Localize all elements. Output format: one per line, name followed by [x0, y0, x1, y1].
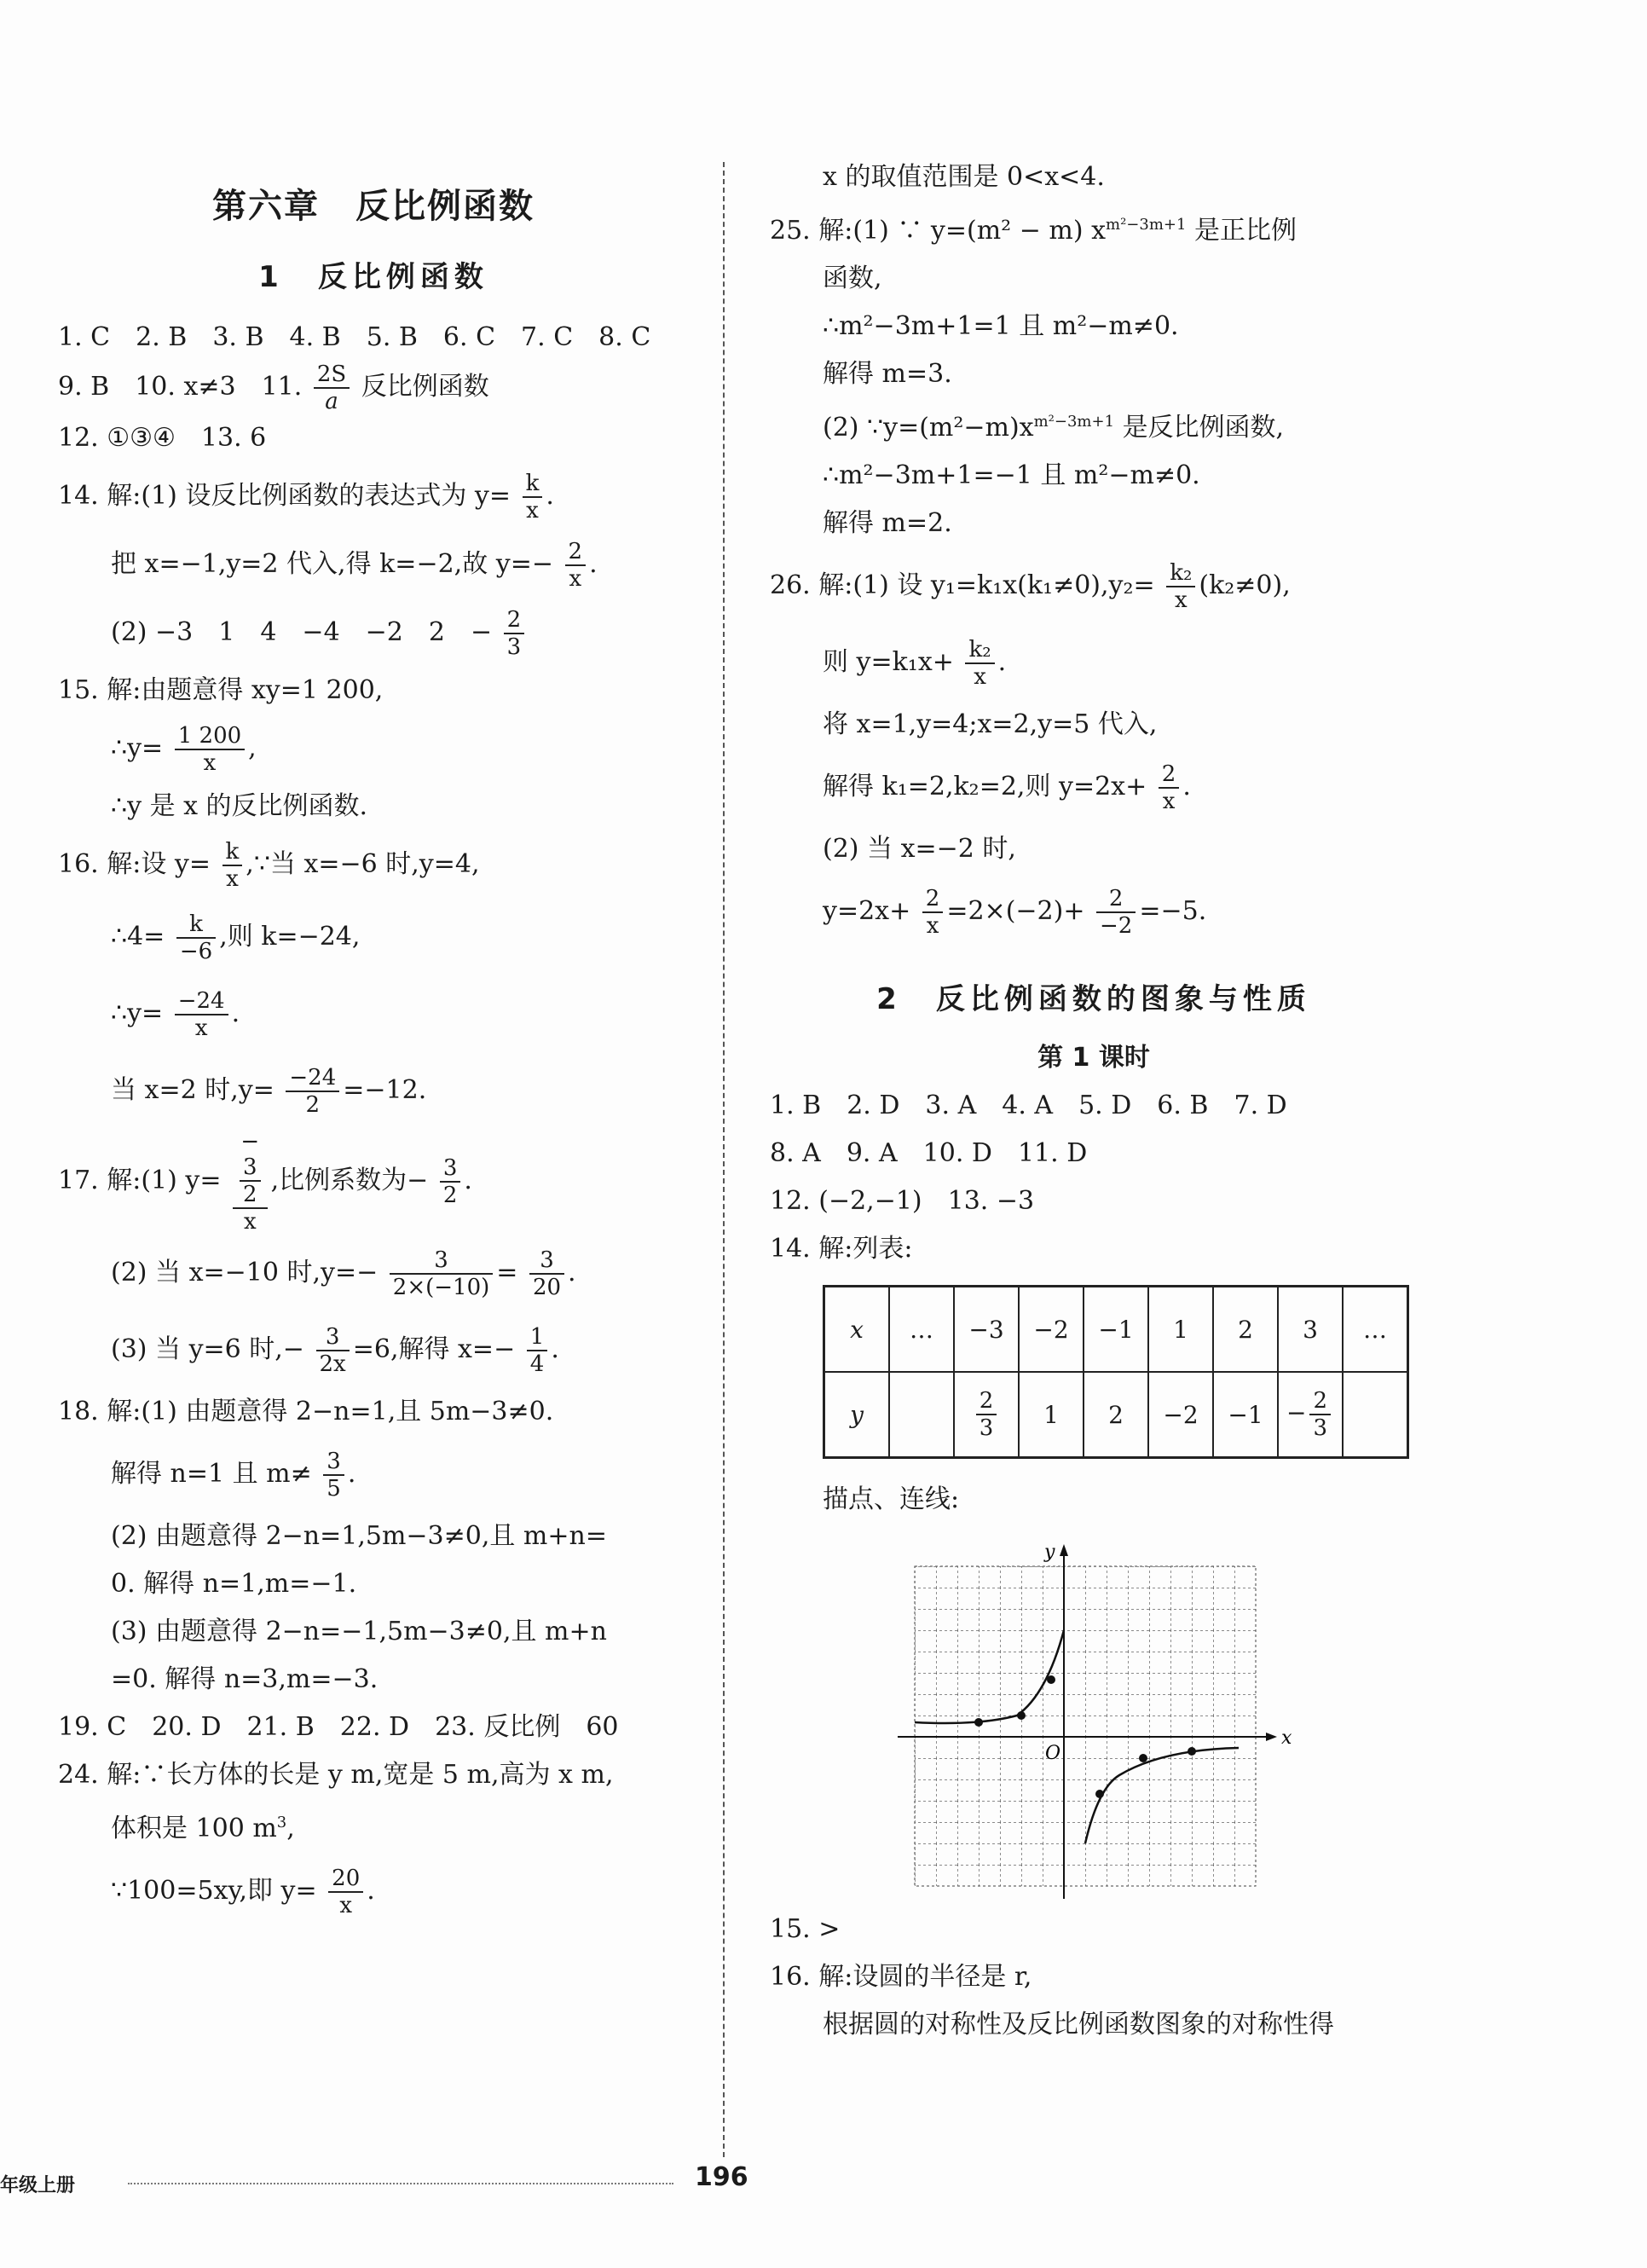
answer-line: 解得 m=3. — [823, 359, 952, 389]
origin-label: O — [1045, 1743, 1061, 1764]
table-cell — [1343, 1372, 1408, 1458]
answer-line: 描点、连线: — [823, 1484, 960, 1514]
grid — [915, 1566, 1256, 1886]
left-column — [58, 171, 689, 1930]
table-cell: … — [889, 1287, 954, 1373]
y-axis-arrow-icon — [1060, 1544, 1068, 1556]
fraction: $\frac{2}{-2}$ — [1096, 886, 1136, 939]
answer-line: 16. 解:设 y= $\frac{k}{x}$ ,∵当 x=−6 时,y=4, — [58, 839, 480, 892]
chapter-title: 第六章 反比例函数 — [212, 187, 535, 226]
y-axis-label: y — [1044, 1542, 1055, 1563]
fraction: $\frac{2}{x}$ — [1159, 761, 1180, 814]
fraction: $\frac{\text{k₂}}{x}$ — [965, 637, 994, 690]
answer-line: 解得 k₁=2,k₂=2,则 y=2x+ $\frac{2}{x}$ . — [823, 761, 1191, 814]
answer-line: y=2x+ $\frac{2}{x}$ =2×(−2)+ $\frac{2}{-2}$ =−5. — [823, 886, 1207, 939]
fraction: $\frac{k}{-6}$ — [176, 911, 216, 964]
table-cell: −2 — [1148, 1372, 1213, 1458]
answer-line: 将 x=1,y=4;x=2,y=5 代入, — [823, 709, 1158, 739]
answer-line: ∴m²−3m+1=−1 且 m²−m≠0. — [823, 460, 1200, 490]
page-number: 196 — [695, 2162, 748, 2192]
answer-line: 把 x=−1,y=2 代入,得 k=−2,故 y=− $\frac{2}{x}$ . — [111, 539, 598, 592]
answer-line: x 的取值范围是 0<x<4. — [823, 162, 1105, 192]
right-column — [770, 153, 1418, 2049]
answer-line: ∴y 是 x 的反比例函数. — [111, 791, 368, 821]
answer-line: 解得 m=2. — [823, 508, 952, 538]
answer-line: (2) 当 x=−10 时,y=− $\frac{3}{2\times(-10)}$ = $\frac{3}{20}$ . — [111, 1247, 576, 1300]
fraction: $\frac{2S}{a}$ — [314, 362, 350, 414]
fraction: $\frac{3}{5}$ — [323, 1449, 344, 1501]
answer-line: 解得 n=1 且 m≠ $\frac{3}{5}$ . — [111, 1449, 356, 1501]
column-separator — [723, 162, 725, 2157]
fraction: $\frac{-24}{x}$ — [175, 988, 228, 1041]
answer-line: 25. 解:(1) ∵ y=(m² − m) $x^{m^2-3m+1}$ 是正比例 — [770, 216, 1297, 246]
fraction: $\frac{2}{3}$ — [504, 607, 525, 660]
answer-line: 14. 解:列表: — [770, 1234, 913, 1264]
footer-dotted-rule — [128, 2183, 673, 2184]
answer-line: 17. 解:(1) y= − 3 2 x ,比例系数为− $\frac{3}{2}$ . — [58, 1129, 472, 1235]
answer-line: ∴4= $\frac{k}{-6}$ ,则 k=−24, — [111, 911, 361, 964]
table-cell: −1 — [1213, 1372, 1278, 1458]
table-cell: 3 — [1278, 1287, 1343, 1373]
table-cell: y — [824, 1372, 890, 1458]
answer-line: ∵100=5xy,即 y= $\frac{20}{x}$ . — [111, 1866, 375, 1918]
table-cell: 1 — [1148, 1287, 1213, 1373]
point — [974, 1718, 983, 1727]
fraction: $\frac{20}{x}$ — [328, 1866, 363, 1918]
table-row — [824, 1372, 1408, 1458]
table-cell: 1 — [1019, 1372, 1084, 1458]
answer-line: 15. > — [770, 1914, 841, 1944]
answer-line: 12. ①③④ 13. 6 — [58, 423, 267, 453]
table-cell: −2 — [1019, 1287, 1084, 1373]
point — [1095, 1790, 1104, 1798]
fraction: $\frac{\text{k₂}}{x}$ — [1166, 560, 1195, 613]
fraction: $\frac{k}{x}$ — [523, 471, 543, 524]
answer-line: 1. B 2. D 3. A 4. A 5. D 6. B 7. D — [770, 1091, 1287, 1120]
fraction: $\frac{3}{2x}$ — [316, 1324, 350, 1377]
point — [1017, 1711, 1026, 1720]
fraction: $\frac{3}{2}$ — [440, 1155, 461, 1208]
table-cell: x — [824, 1287, 890, 1373]
answer-line: 1. C 2. B 3. B 4. B 5. B 6. C 7. C 8. C — [58, 322, 651, 352]
answer-line: (3) 当 y=6 时,− $\frac{3}{2x}$ =6,解得 x=− $\frac{1}{4}$ . — [111, 1324, 559, 1377]
answer-line: (2) $\because y=(m^2-m)x^{m^2-3m+1}$ 是反比例函数, — [823, 413, 1285, 443]
point — [1188, 1747, 1196, 1756]
answer-line: (3) 由题意得 2−n=−1,5m−3≠0,且 m+n — [111, 1617, 607, 1646]
answer-line: 函数, — [823, 263, 882, 293]
answer-line: 8. A 9. A 10. D 11. D — [770, 1138, 1088, 1168]
table-cell: … — [1343, 1287, 1408, 1373]
answer-line: 当 x=2 时,y= $\frac{-24}{2}$ =−12. — [111, 1065, 427, 1118]
fraction: − 3 2 x — [233, 1129, 268, 1235]
answer-line: ∴y= $\frac{1 200}{x}$ , — [111, 723, 257, 776]
fraction: $\frac{3}{2\times(-10)}$ — [390, 1247, 493, 1300]
fraction: $\frac{1}{4}$ — [527, 1324, 548, 1377]
answer-line: 9. B 10. x≠3 11. $\frac{2S}{a}$ 反比例函数 — [58, 362, 489, 414]
fraction: $\frac{2}{x}$ — [565, 539, 587, 592]
answer-line: 0. 解得 n=1,m=−1. — [111, 1569, 357, 1599]
footer-grade: 年级上册 — [0, 2175, 76, 2196]
table-cell: −3 — [954, 1287, 1019, 1373]
table-cell — [889, 1372, 954, 1458]
answer-line: 则 y=k₁x+ $\frac{\text{k₂}}{x}$ . — [823, 637, 1007, 690]
answer-line: (2) 由题意得 2−n=1,5m−3≠0,且 m+n= — [111, 1521, 607, 1551]
fraction: $\frac{2}{x}$ — [922, 886, 944, 939]
section2-title: 2 反比例函数的图象与性质 — [876, 982, 1311, 1016]
fraction: $\frac{1 200}{x}$ — [175, 723, 245, 776]
table-cell: −1 — [1084, 1287, 1148, 1373]
answer-line: ∴y= $\frac{-24}{x}$ . — [111, 988, 240, 1041]
table-cell: 2 — [1213, 1287, 1278, 1373]
answer-line: (2) −3 1 4 −4 −2 2 − $\frac{2}{3}$ — [58, 599, 689, 667]
answer-line: 19. C 20. D 21. B 22. D 23. 反比例 60 — [58, 1712, 619, 1742]
lesson-title: 第 1 课时 — [1037, 1043, 1150, 1073]
section1-title: 1 反比例函数 — [258, 260, 488, 294]
fraction: $\frac{k}{x}$ — [222, 839, 243, 892]
x-axis-label: x — [1281, 1727, 1292, 1749]
answer-line: 18. 解:(1) 由题意得 2−n=1,且 5m−3≠0. — [58, 1397, 554, 1426]
answer-line: 26. 解:(1) 设 y₁=k₁x(k₁≠0),y₂= $\frac{\text{k₂}}{x}$ (k₂≠0), — [770, 560, 1291, 613]
table-cell: − $\frac{2}{3}$ — [1278, 1372, 1343, 1458]
value-table — [823, 1285, 1409, 1459]
answer-line: 12. (−2,−1) 13. −3 — [770, 1186, 1035, 1216]
x-axis-arrow-icon — [1266, 1733, 1277, 1741]
point — [1139, 1754, 1147, 1762]
point — [1047, 1675, 1055, 1684]
answer-line: =0. 解得 n=3,m=−3. — [111, 1664, 379, 1694]
answer-line: 14. 解:(1) 设反比例函数的表达式为 y= $\frac{k}{x}$ . — [58, 471, 554, 524]
answer-line: 体积是 100 $m^3$, — [111, 1814, 295, 1843]
answer-line: 16. 解:设圆的半径是 r, — [770, 1962, 1032, 1992]
answer-line: 根据圆的对称性及反比例函数图象的对称性得 — [823, 2010, 1334, 2039]
answer-line: 15. 解:由题意得 xy=1 200, — [58, 675, 384, 705]
fraction: $\frac{3}{20}$ — [529, 1247, 564, 1300]
table-row — [824, 1287, 1408, 1373]
answer-line: 24. 解:∵长方体的长是 y m,宽是 5 m,高为 x m, — [58, 1760, 614, 1790]
table-cell: 2 — [1084, 1372, 1148, 1458]
hyperbola-graph — [898, 1541, 1290, 1899]
table-cell: $\frac{2}{3}$ — [954, 1372, 1019, 1458]
answer-line: ∴m²−3m+1=1 且 m²−m≠0. — [823, 311, 1179, 341]
answer-line: (2) 当 x=−2 时, — [823, 834, 1016, 864]
fraction: $\frac{-24}{2}$ — [286, 1065, 339, 1118]
